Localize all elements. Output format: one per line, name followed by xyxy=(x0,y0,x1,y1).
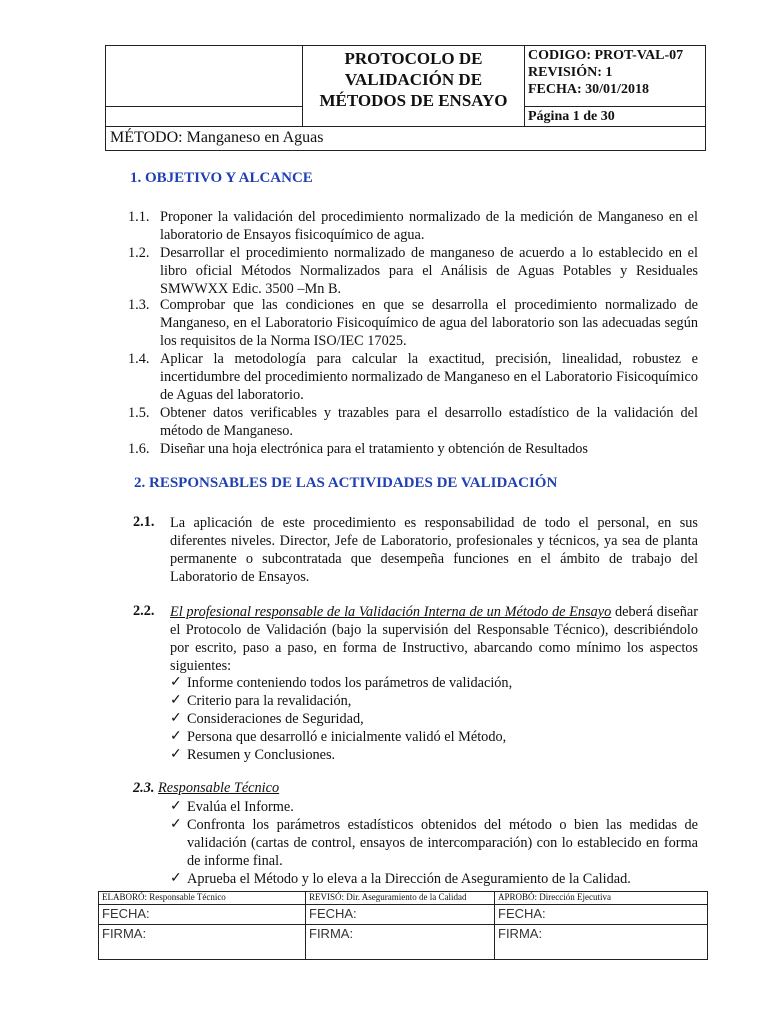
method-title: MÉTODO: Manganeso en Aguas xyxy=(106,127,706,151)
reviso-label: REVISÓ: Dir. Aseguramiento de la Calidad xyxy=(306,892,495,905)
fecha-field: FECHA: xyxy=(99,905,306,925)
firma-field: FIRMA: xyxy=(495,925,708,960)
title-line-1: PROTOCOLO DE xyxy=(344,49,483,68)
firma-field: FIRMA: xyxy=(306,925,495,960)
check-icon: ✓ xyxy=(170,817,182,832)
document-header xyxy=(105,45,706,151)
check-icon: ✓ xyxy=(170,747,182,762)
list-item: Comprobar que las condiciones en que se desarrolla el procedimiento normalizado de Manganeso, en el Laboratorio Fisicoquímico de agua del laboratorio son las adecuadas según los requisitos de la Norma ISO/IEC 17025. xyxy=(160,297,698,349)
check-icon: ✓ xyxy=(170,693,182,708)
list-item: Confronta los parámetros estadísticos obtenidos del método o bien las medidas de validación (cartas de control, ensayos de intercomparación) con lo establecido en forma de informe final. xyxy=(187,817,698,869)
item-number: 1.4. xyxy=(128,351,150,367)
list-item: Consideraciones de Seguridad, xyxy=(187,711,364,727)
check-icon: ✓ xyxy=(170,729,182,744)
list-item: Informe conteniendo todos los parámetros de validación, xyxy=(187,675,513,691)
list-item: Diseñar una hoja electrónica para el tratamiento y obtención de Resultados xyxy=(160,441,588,457)
fecha-field: FECHA: xyxy=(306,905,495,925)
title-line-2: VALIDACIÓN DE xyxy=(344,70,483,89)
responsible-role-label: Responsable Técnico xyxy=(158,780,280,796)
fecha-field: FECHA: xyxy=(495,905,708,925)
elaboro-label: ELABORÓ: Responsable Técnico xyxy=(99,892,306,905)
firma-field: FIRMA: xyxy=(99,925,306,960)
title-line-3: MÉTODOS DE ENSAYO xyxy=(319,91,508,110)
fecha-label: FECHA: 30/01/2018 xyxy=(528,82,649,97)
section-1-heading: 1. OBJETIVO Y ALCANCE xyxy=(130,170,313,186)
paragraph-2-3-heading xyxy=(133,780,279,797)
meta-cell xyxy=(525,46,706,107)
check-icon: ✓ xyxy=(170,871,182,886)
item-number: 1.3. xyxy=(128,297,150,313)
logo-cell xyxy=(106,46,303,107)
item-number: 1.2. xyxy=(128,245,150,261)
item-number: 1.6. xyxy=(128,441,150,457)
responsible-role-label: El profesional responsable de la Validación Interna de un Método de Ensayo xyxy=(170,604,612,620)
check-icon: ✓ xyxy=(170,799,182,814)
logo-cell-lower xyxy=(106,107,303,127)
paragraph-2-2-body: deberá diseñar el Protocolo de Validación (bajo la supervisión del Responsable Técnico), describiéndolo por escrito, paso a paso, en forma de Instructivo, abarcando como mínimo los aspectos siguientes: xyxy=(170,604,699,674)
approval-table xyxy=(98,891,708,960)
list-item: Resumen y Conclusiones. xyxy=(187,747,336,763)
document-title xyxy=(303,46,525,127)
check-icon: ✓ xyxy=(170,675,182,690)
list-item: Criterio para la revalidación, xyxy=(187,693,352,709)
list-item: Aplicar la metodología para calcular la exactitud, precisión, linealidad, robustez e incertidumbre del procedimiento normalizado de Manganeso en el Laboratorio Fisicoquímico de Aguas del laboratorio. xyxy=(160,351,698,403)
section-2-heading: 2. RESPONSABLES DE LAS ACTIVIDADES DE VALIDACIÓN xyxy=(134,475,558,491)
item-number: 2.3. xyxy=(133,780,155,796)
paragraph-2-1: La aplicación de este procedimiento es responsabilidad de todo el personal, en sus diferentes niveles. Director, Jefe de Laboratorio, profesionales y técnicos, ya sea de planta permanente o subcontratada que desempeña funciones en el ámbito de trabajo del Laboratorio de Ensayos. xyxy=(170,515,698,585)
page-number: Página 1 de 30 xyxy=(525,107,706,127)
list-item: Aprueba el Método y lo eleva a la Dirección de Aseguramiento de la Calidad. xyxy=(187,871,631,887)
item-number: 2.2. xyxy=(133,603,155,619)
revision-label: REVISIÓN: 1 xyxy=(528,65,613,80)
item-number: 2.1. xyxy=(133,514,155,530)
list-item: Desarrollar el procedimiento normalizado de manganeso de acuerdo a lo establecido en el libro oficial Métodos Normalizados para el Análisis de Aguas Potables y Residuales SMWWXX Edic. 3500 –Mn B. xyxy=(160,245,698,297)
item-number: 1.5. xyxy=(128,405,150,421)
list-item: Proponer la validación del procedimiento normalizado de la medición de Manganeso en el laboratorio de Ensayos fisicoquímico de agua. xyxy=(160,209,698,243)
list-item: Obtener datos verificables y trazables para el desarrollo estadístico de la validación del método de Manganeso. xyxy=(160,405,698,439)
list-item: Evalúa el Informe. xyxy=(187,799,294,815)
check-icon: ✓ xyxy=(170,711,182,726)
paragraph-2-2 xyxy=(170,603,698,675)
list-item: Persona que desarrolló e inicialmente validó el Método, xyxy=(187,729,507,745)
aprobo-label: APROBÓ: Dirección Ejecutiva xyxy=(495,892,708,905)
codigo-label: CODIGO: PROT-VAL-07 xyxy=(528,48,684,63)
item-number: 1.1. xyxy=(128,209,150,225)
